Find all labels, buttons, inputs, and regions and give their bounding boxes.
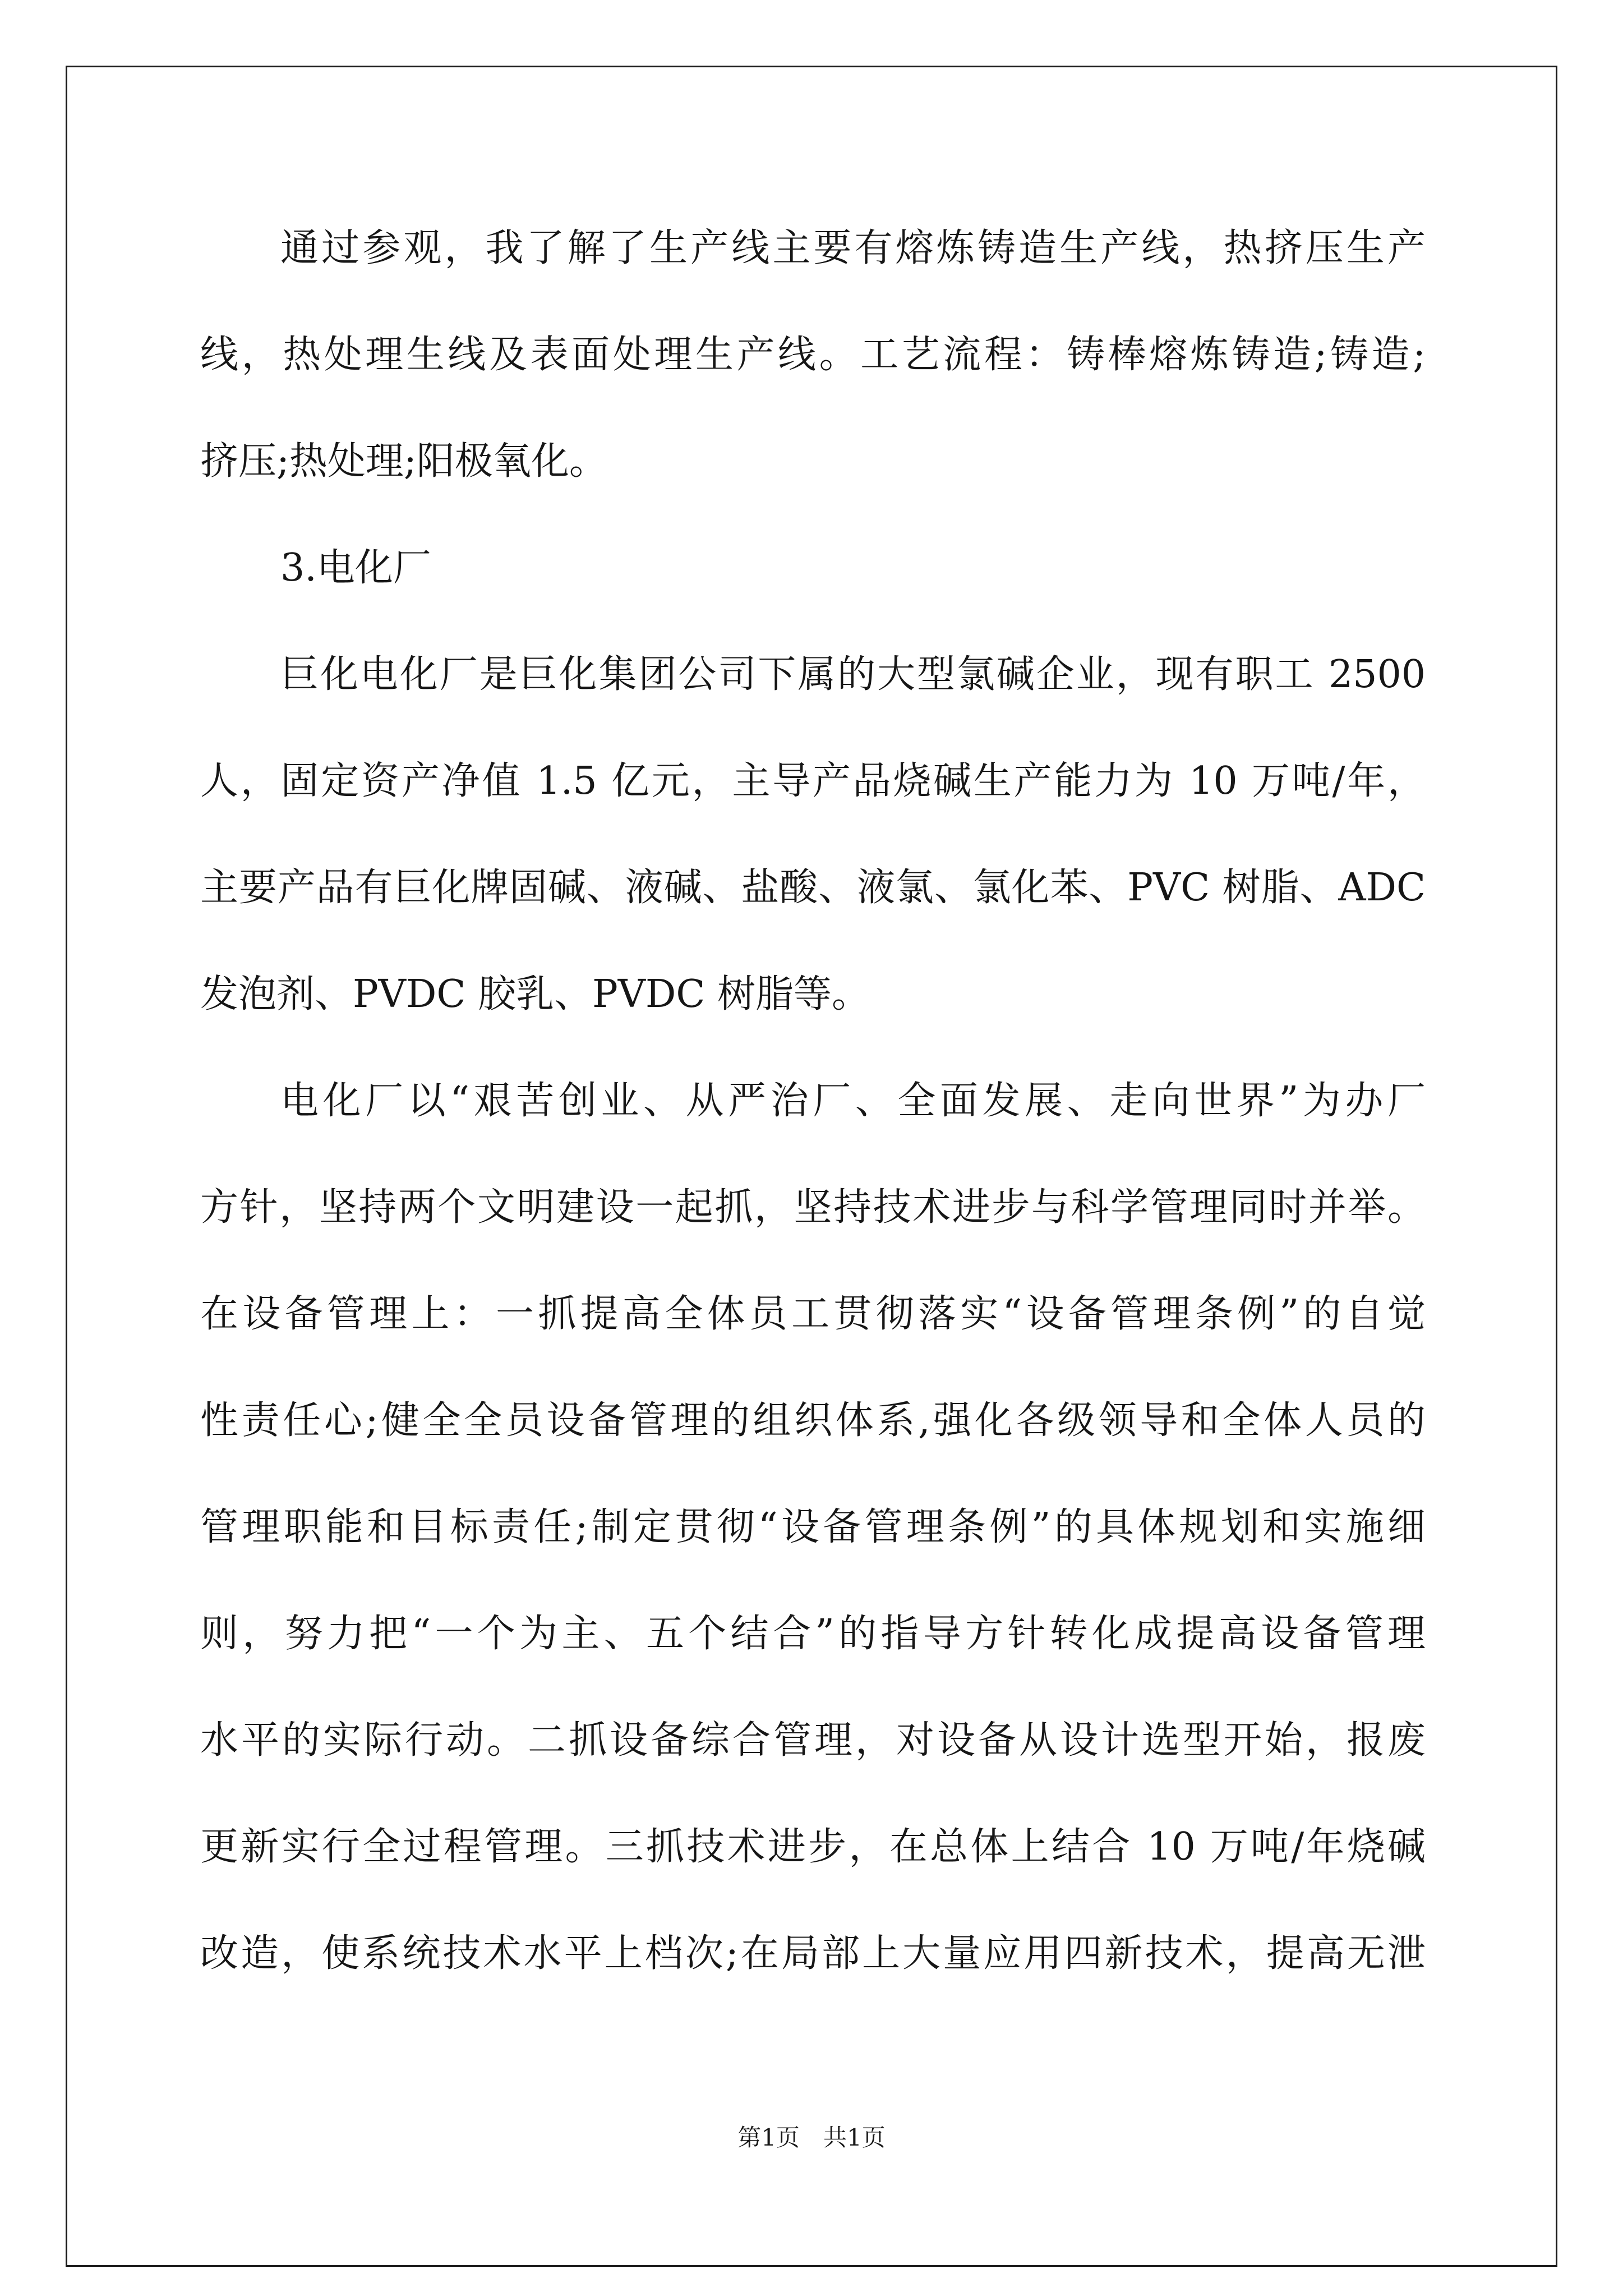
section-heading xyxy=(200,515,1426,622)
text-line: 更新实行全过程管理。三抓技术进步，在总体上结合 10 万吨/年烧碱 xyxy=(200,1825,1426,1869)
paragraph xyxy=(200,1048,1426,2007)
page-number-label: 第1页 共1页 xyxy=(737,2124,886,2151)
paragraph xyxy=(200,195,1426,515)
text-line: 改造，使系统技术水平上档次;在局部上大量应用四新技术，提高无泄 xyxy=(200,1931,1426,1976)
paragraph xyxy=(200,622,1426,1048)
text-line: 管理职能和目标责任;制定贯彻“设备管理条例”的具体规划和实施细 xyxy=(200,1505,1426,1549)
text-line: 则，努力把“一个为主、五个结合”的指导方针转化成提高设备管理 xyxy=(200,1612,1426,1656)
document-body xyxy=(200,195,1426,2007)
text-line: 水平的实际行动。二抓设备综合管理，对设备从设计选型开始，报废 xyxy=(200,1718,1426,1763)
text-line: 发泡剂、PVDC 胶乳、PVDC 树脂等。 xyxy=(200,972,870,1016)
text-line: 线，热处理生线及表面处理生产线。工艺流程：铸棒熔炼铸造;铸造; xyxy=(200,333,1426,377)
text-line: 电化厂以“艰苦创业、从严治厂、全面发展、走向世界”为办厂 xyxy=(280,1079,1426,1123)
text-line: 人，固定资产净值 1.5 亿元，主导产品烧碱生产能力为 10 万吨/年， xyxy=(200,759,1426,803)
text-line: 主要产品有巨化牌固碱、液碱、盐酸、液氯、氯化苯、PVC 树脂、ADC xyxy=(200,866,1426,910)
heading-text: 3.电化厂 xyxy=(280,546,431,590)
text-line: 通过参观，我了解了生产线主要有熔炼铸造生产线，热挤压生产 xyxy=(280,226,1426,270)
page-footer xyxy=(0,2124,1623,2152)
text-line: 挤压;热处理;阳极氧化。 xyxy=(200,439,607,484)
text-line: 巨化电化厂是巨化集团公司下属的大型氯碱企业，现有职工 2500 xyxy=(280,652,1426,697)
text-line: 方针，坚持两个文明建设一起抓，坚持技术进步与科学管理同时并举。 xyxy=(200,1185,1426,1230)
text-line: 在设备管理上：一抓提高全体员工贯彻落实“设备管理条例”的自觉 xyxy=(200,1292,1426,1336)
text-line: 性责任心;健全全员设备管理的组织体系,强化各级领导和全体人员的 xyxy=(200,1398,1426,1443)
